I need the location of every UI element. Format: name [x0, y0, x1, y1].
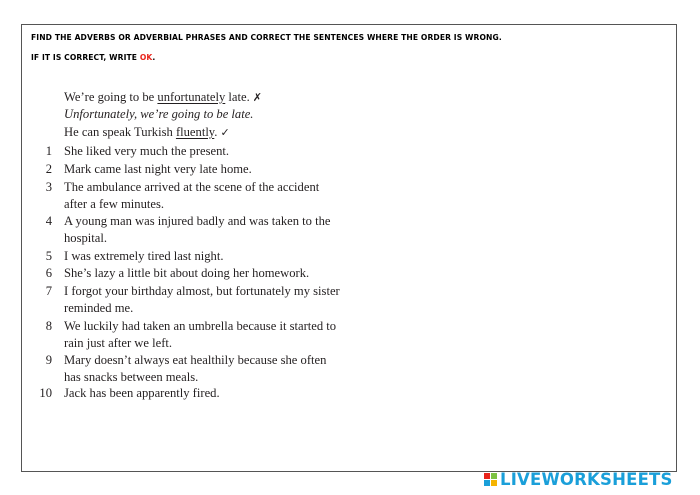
item-text-line: Mark came last night very late home.	[64, 162, 252, 176]
instruction-suffix: .	[152, 53, 156, 62]
example-correct	[64, 124, 230, 141]
logo-grid-icon	[484, 473, 497, 486]
cross-mark-icon: ✗	[252, 91, 262, 104]
example-adverb: fluently	[175, 125, 215, 139]
instruction-line-1: FIND THE ADVERBS OR ADVERBIAL PHRASES AND CORRECT THE SENTENCES WHERE THE ORDER IS WRONG.	[31, 33, 502, 42]
instruction-prefix: IF IT IS CORRECT, WRITE	[31, 53, 140, 62]
item-text-line: rain just after we left.	[64, 336, 173, 350]
instruction-line-2	[31, 53, 155, 62]
item-text-line: She’s lazy a little bit about doing her homework.	[64, 266, 310, 280]
item-number: 1	[45, 144, 52, 158]
item-number: 5	[45, 249, 52, 263]
item-text-line: A young man was injured badly and was taken to the	[64, 214, 331, 228]
item-number: 6	[45, 266, 52, 280]
example-text-end: late.	[225, 90, 250, 104]
item-number: 4	[45, 214, 52, 228]
ok-word: OK	[139, 53, 153, 62]
example-text: He can speak Turkish	[64, 125, 176, 139]
item-number: 8	[45, 319, 52, 333]
item-text-line: Jack has been apparently fired.	[64, 386, 220, 400]
item-text-line: We luckily had taken an umbrella because it started to	[64, 319, 337, 333]
logo-text: LIVEWORKSHEETS	[500, 469, 673, 489]
item-text-line: I forgot your birthday almost, but fortunately my sister	[64, 284, 340, 298]
example-corrected: Unfortunately, we’re going to be late.	[64, 107, 254, 121]
example-wrong	[64, 89, 262, 106]
item-text-line: hospital.	[64, 231, 108, 245]
item-number: 10	[39, 386, 52, 400]
item-text-line: She liked very much the present.	[64, 144, 230, 158]
item-text-line: I was extremely tired last night.	[64, 249, 224, 263]
example-adverb: unfortunately	[157, 90, 226, 104]
item-text-line: reminded me.	[64, 301, 134, 315]
item-number: 2	[45, 162, 52, 176]
item-text-line: Mary doesn’t always eat healthily because she often	[64, 353, 327, 367]
liveworksheets-logo	[484, 469, 673, 489]
item-number: 9	[45, 353, 52, 367]
example-text: We’re going to be	[64, 90, 158, 104]
item-number: 3	[45, 180, 52, 194]
item-text-line: after a few minutes.	[64, 197, 165, 211]
item-number: 7	[45, 284, 52, 298]
item-text-line: The ambulance arrived at the scene of the accident	[64, 180, 320, 194]
check-mark-icon: ✓	[220, 126, 230, 139]
example-text-end: .	[214, 125, 218, 139]
item-text-line: has snacks between meals.	[64, 370, 199, 384]
